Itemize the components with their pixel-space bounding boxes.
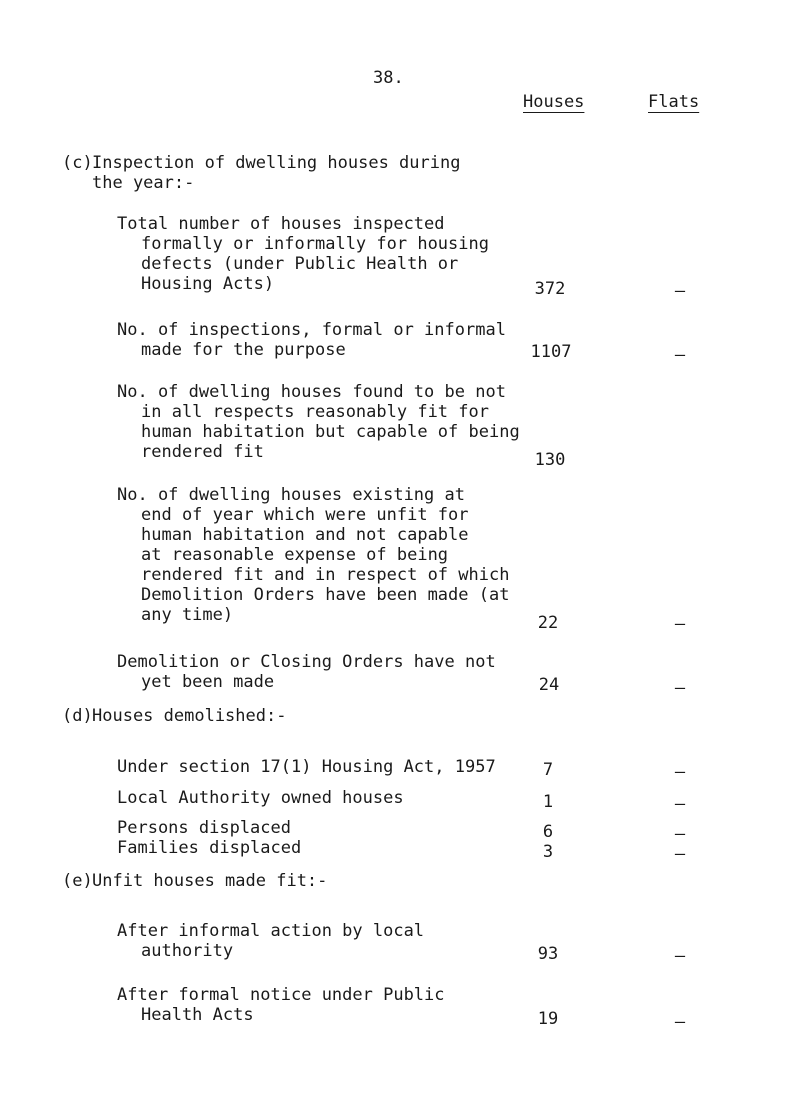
flats-value: – <box>674 345 686 365</box>
item-line: human habitation but capable of being <box>141 422 520 442</box>
item-line: Demolition Orders have been made (at <box>141 585 510 605</box>
section-label-c: (c) <box>62 153 93 173</box>
flats-value: – <box>674 824 686 844</box>
houses-value: 3 <box>542 842 554 862</box>
item-line: at reasonable expense of being <box>141 545 449 565</box>
item-line: in all respects reasonably fit for <box>141 402 489 422</box>
item-line: Demolition or Closing Orders have not <box>117 652 496 672</box>
flats-value: – <box>674 844 686 864</box>
item-line: No. of dwelling houses existing at <box>117 485 465 505</box>
houses-value: 24 <box>538 675 560 695</box>
item-line: yet been made <box>141 672 275 692</box>
item-line: defects (under Public Health or <box>141 254 459 274</box>
item-text <box>117 652 496 692</box>
section-title-d: Houses demolished:- <box>92 706 287 726</box>
item-line: No. of dwelling houses found to be not <box>117 382 506 402</box>
section-title-c <box>92 153 460 193</box>
item-text: Local Authority owned houses <box>117 788 404 808</box>
houses-value: 1 <box>542 792 554 812</box>
item-line: rendered fit <box>141 442 264 462</box>
houses-value: 7 <box>542 760 554 780</box>
item-text <box>117 921 424 961</box>
item-line: authority <box>141 941 234 961</box>
flats-value: – <box>674 281 686 301</box>
houses-value: 6 <box>542 822 554 842</box>
item-text <box>117 985 445 1025</box>
item-line: No. of inspections, formal or informal <box>117 320 506 340</box>
item-line: end of year which were unfit for <box>141 505 469 525</box>
section-title-e: Unfit houses made fit:- <box>92 871 328 891</box>
houses-value: 19 <box>537 1009 559 1029</box>
column-header-houses: Houses <box>523 92 585 112</box>
section-label-d: (d) <box>62 706 93 726</box>
item-line: After formal notice under Public <box>117 985 445 1005</box>
item-text: Persons displaced <box>117 818 291 838</box>
item-line: Housing Acts) <box>141 274 275 294</box>
item-line: any time) <box>141 605 234 625</box>
item-text <box>117 382 520 462</box>
item-text: Families displaced <box>117 838 302 858</box>
item-line: Health Acts <box>141 1005 254 1025</box>
item-text: Under section 17(1) Housing Act, 1957 <box>117 757 496 777</box>
page-number: 38. <box>373 68 404 88</box>
flats-value: – <box>674 762 686 782</box>
item-line: After informal action by local <box>117 921 425 941</box>
item-line: Total number of houses inspected <box>117 214 445 234</box>
flats-value: – <box>674 946 686 966</box>
houses-value: 22 <box>537 613 559 633</box>
item-text <box>117 485 509 625</box>
houses-value: 130 <box>534 450 566 470</box>
flats-value: – <box>674 794 686 814</box>
section-title-line: the year:- <box>92 173 195 193</box>
item-line: rendered fit and in respect of which <box>141 565 510 585</box>
item-line: human habitation and not capable <box>141 525 469 545</box>
item-line: made for the purpose <box>141 340 346 360</box>
column-header-flats: Flats <box>648 92 700 112</box>
item-text <box>117 214 489 294</box>
flats-value: – <box>674 1012 686 1032</box>
houses-value: 1107 <box>530 342 572 362</box>
houses-value: 93 <box>537 944 559 964</box>
houses-value: 372 <box>534 279 566 299</box>
item-line: formally or informally for housing <box>141 234 489 254</box>
flats-value: – <box>674 614 686 634</box>
flats-value: – <box>674 678 686 698</box>
item-text <box>117 320 506 360</box>
section-label-e: (e) <box>62 871 93 891</box>
section-title-line: Inspection of dwelling houses during <box>92 153 461 173</box>
